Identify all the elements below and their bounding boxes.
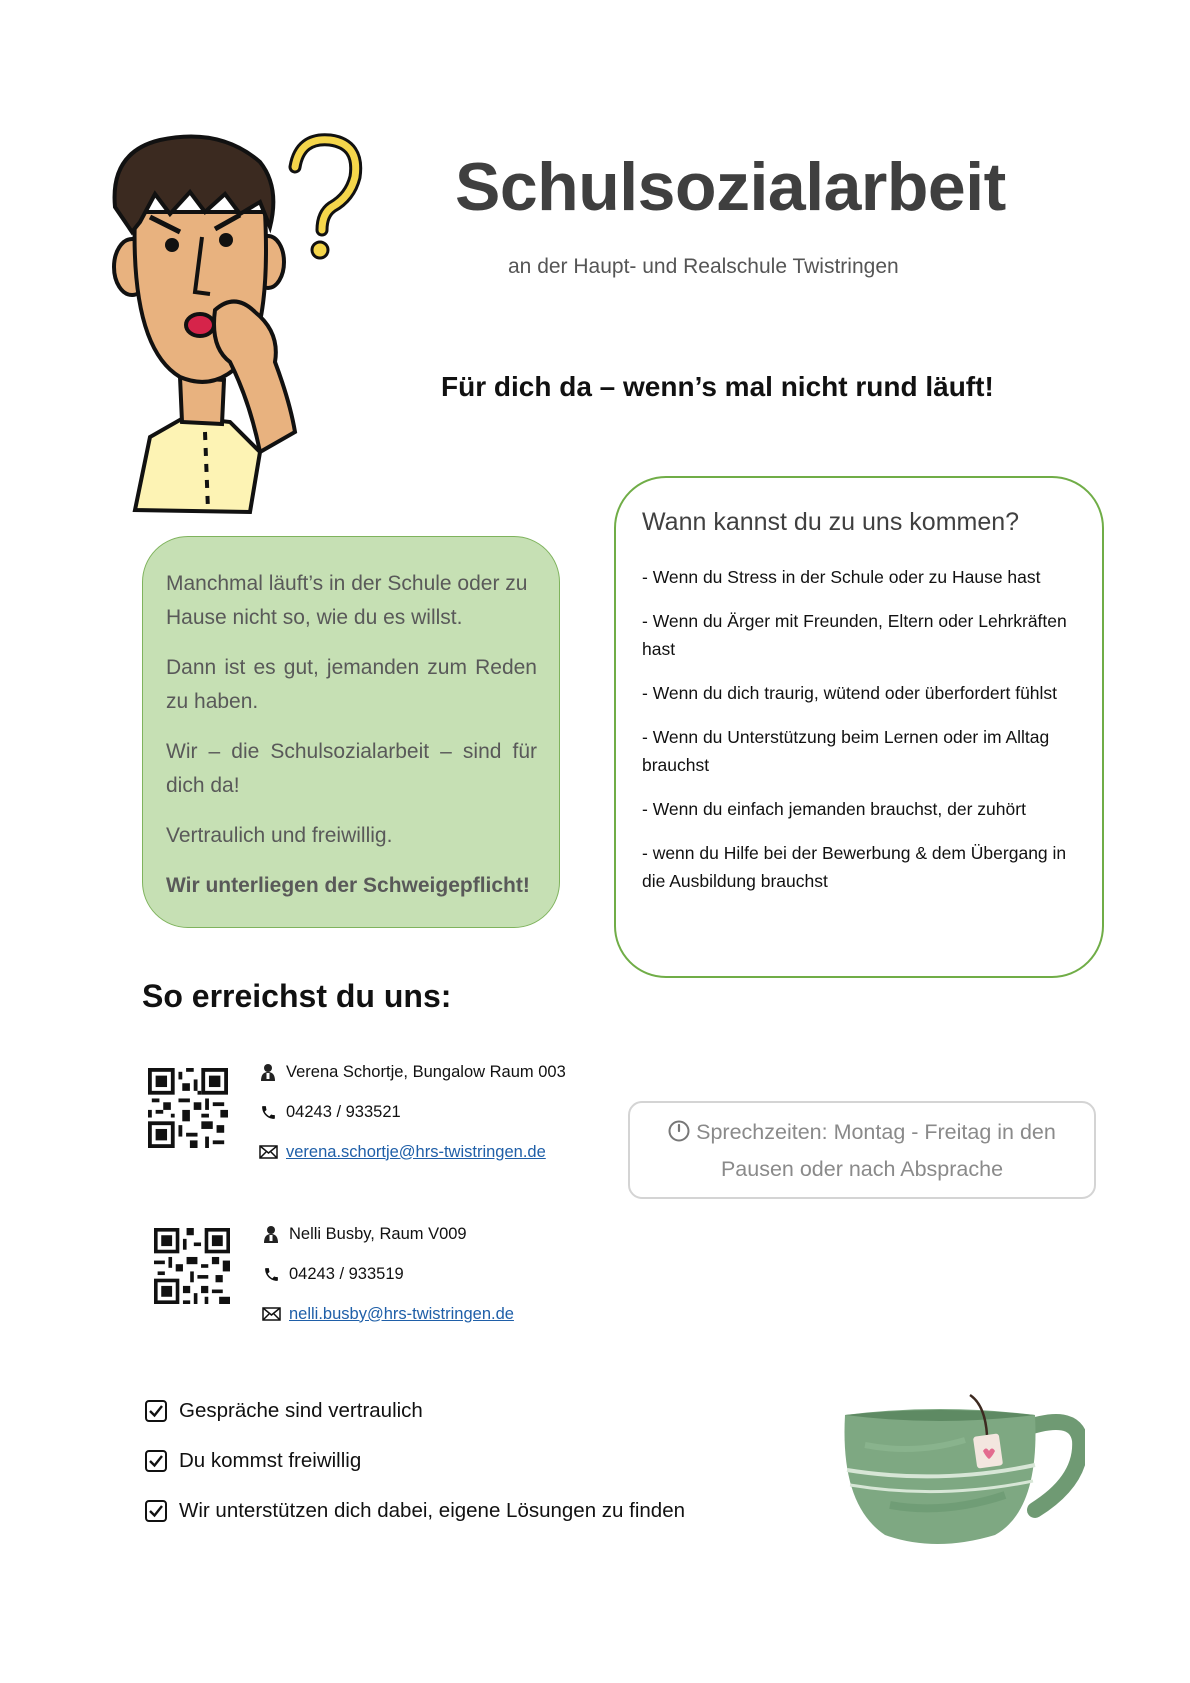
- tea-cup-illustration: [835, 1385, 1085, 1550]
- email-link[interactable]: verena.schortje@hrs-twistringen.de: [286, 1142, 546, 1161]
- checklist-item: [145, 1446, 685, 1476]
- page-title: Schulsozialarbeit: [455, 149, 1006, 225]
- contact-heading: So erreichst du uns:: [142, 978, 452, 1014]
- list-item: - Wenn du Stress in der Schule oder zu Hause hast: [642, 567, 1041, 587]
- phone-icon: [258, 1102, 278, 1122]
- phone-icon: [261, 1264, 281, 1284]
- page-subtitle: an der Haupt- und Realschule Twistringen: [508, 255, 899, 278]
- when-to-come-title: Wann kannst du zu uns kommen?: [642, 508, 1020, 536]
- office-hours-box: [628, 1101, 1096, 1199]
- when-to-come-box: [614, 476, 1104, 978]
- checklist: [145, 1396, 685, 1526]
- intro-paragraph-2: Dann ist es gut, jemanden zum Reden zu haben.: [166, 656, 537, 713]
- person-icon: [258, 1062, 278, 1082]
- thinking-person-illustration: [110, 132, 370, 517]
- contact-name: Nelli Busby, Raum V009: [289, 1224, 467, 1243]
- envelope-icon: [261, 1304, 281, 1324]
- intro-paragraph-3: Wir – die Schulsozialarbeit – sind für dich da!: [166, 740, 537, 797]
- checklist-label: Gespräche sind vertraulich: [179, 1399, 423, 1422]
- list-item: - Wenn du Ärger mit Freunden, Eltern oder Lehrkräften hast: [642, 611, 1067, 659]
- checkbox-checked-icon: [145, 1500, 167, 1522]
- qr-code-icon: [148, 1068, 228, 1148]
- clock-icon: [668, 1118, 690, 1152]
- list-item: - Wenn du dich traurig, wütend oder überfordert fühlst: [642, 683, 1058, 703]
- contact-phone: 04243 / 933521: [286, 1102, 401, 1121]
- office-hours-line-1: Sprechzeiten: Montag - Freitag in den: [696, 1120, 1056, 1144]
- checklist-label: Wir unterstützen dich dabei, eigene Lösungen zu finden: [179, 1499, 686, 1522]
- list-item: - Wenn du einfach jemanden brauchst, der zuhört: [642, 799, 1026, 819]
- envelope-icon: [258, 1142, 278, 1162]
- contact-card-busby: [261, 1222, 514, 1326]
- checkbox-checked-icon: [145, 1400, 167, 1422]
- office-hours-line-2: Pausen oder nach Absprache: [720, 1157, 1004, 1181]
- contact-card-schortje: [258, 1060, 566, 1164]
- contact-phone: 04243 / 933519: [289, 1264, 404, 1283]
- intro-paragraph-4: Vertraulich und freiwillig.: [166, 824, 393, 847]
- qr-code-icon: [154, 1228, 230, 1304]
- checklist-label: Du kommst freiwillig: [179, 1449, 362, 1472]
- checklist-item: [145, 1496, 685, 1526]
- person-icon: [261, 1224, 281, 1244]
- contact-name: Verena Schortje, Bungalow Raum 003: [286, 1062, 566, 1081]
- checklist-item: [145, 1396, 685, 1426]
- tagline: Für dich da – wenn’s mal nicht rund läuft!: [441, 371, 994, 402]
- intro-paragraph-1: Manchmal läuft’s in der Schule oder zu Hause nicht so, wie du es willst.: [166, 572, 528, 629]
- list-item: - wenn du Hilfe bei der Bewerbung & dem Übergang in die Ausbildung brauchst: [642, 843, 1067, 891]
- list-item: - Wenn du Unterstützung beim Lernen oder im Alltag brauchst: [642, 727, 1050, 775]
- email-link[interactable]: nelli.busby@hrs-twistringen.de: [289, 1304, 514, 1323]
- intro-paragraph-5: Wir unterliegen der Schweigepflicht!: [166, 874, 530, 897]
- checkbox-checked-icon: [145, 1450, 167, 1472]
- intro-box: [142, 536, 560, 928]
